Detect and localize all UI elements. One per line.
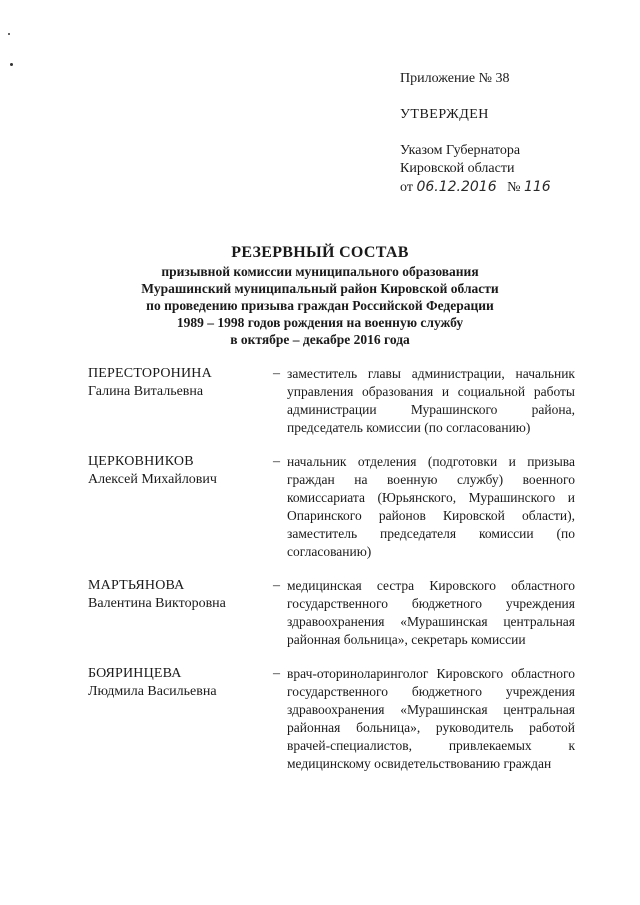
title-line-1: призывной комиссии муниципального образования — [161, 264, 479, 279]
member-name — [88, 665, 273, 773]
member-dash: – — [273, 578, 280, 593]
member-row — [88, 365, 588, 437]
from-prefix: от — [400, 180, 413, 195]
member-given-name: Валентина Викторовна — [88, 596, 226, 611]
member-dash: – — [273, 666, 280, 681]
member-row — [88, 577, 588, 649]
member-row — [88, 453, 588, 561]
decree-date-row — [400, 178, 620, 197]
document-title — [60, 243, 580, 348]
member-role: медицинская сестра Кировского областного государственного бюджетного учреждения здравоохранения «Мурашинская центральная районная больница», секретарь комиссии — [287, 578, 575, 647]
member-surname: БОЯРИНЦЕВА — [88, 666, 182, 681]
member-surname: ЦЕРКОВНИКОВ — [88, 454, 194, 469]
member-dash: – — [273, 366, 280, 381]
member-surname: ПЕРЕСТОРОНИНА — [88, 366, 212, 381]
title-line-4: 1989 – 1998 годов рождения на военную службу — [176, 315, 464, 330]
member-given-name: Галина Витальевна — [88, 384, 204, 399]
member-given-name: Людмила Васильевна — [88, 684, 217, 699]
member-list — [88, 365, 588, 789]
member-row — [88, 665, 588, 773]
member-role: начальник отделения (подготовки и призыва граждан на военную службу) военного комиссариата (Юрьянского, Мурашинского и Опаринского районов Кировской области), заместитель председателя комиссии (по согласованию) — [287, 454, 575, 559]
title-line-3: по проведению призыва граждан Российской Федерации — [146, 298, 494, 313]
member-given-name: Алексей Михайлович — [88, 472, 217, 487]
title-line-5: в октябре – декабре 2016 года — [230, 332, 410, 347]
member-name — [88, 577, 273, 649]
decree-number: 116 — [523, 179, 551, 195]
number-prefix: № — [507, 180, 521, 195]
approved-label: УТВЕРЖДЕН — [400, 107, 489, 122]
member-dash: – — [273, 454, 280, 469]
member-name — [88, 365, 273, 437]
scan-speck — [8, 33, 10, 35]
decree-line-2: Кировской области — [400, 161, 515, 176]
scan-speck — [10, 63, 13, 66]
decree-date: 06.12.2016 — [416, 179, 497, 195]
title-line-2: Мурашинский муниципальный район Кировской области — [141, 281, 499, 296]
appendix-number: Приложение № 38 — [400, 71, 510, 86]
member-name — [88, 453, 273, 561]
title-main: РЕЗЕРВНЫЙ СОСТАВ — [231, 244, 409, 261]
member-role: заместитель главы администрации, начальник управления образования и социальной работы администрации Мурашинского района, председатель комиссии (по согласованию) — [287, 366, 575, 435]
member-surname: МАРТЬЯНОВА — [88, 578, 185, 593]
decree-line-1: Указом Губернатора — [400, 143, 521, 158]
member-role: врач-оториноларинголог Кировского областного государственного бюджетного учреждения здравоохранения «Мурашинская центральная районная больница», руководитель работой врачей-специалистов, привлекаемых к медицинскому освидетельствованию граждан — [287, 666, 575, 771]
approval-stamp — [400, 70, 620, 197]
